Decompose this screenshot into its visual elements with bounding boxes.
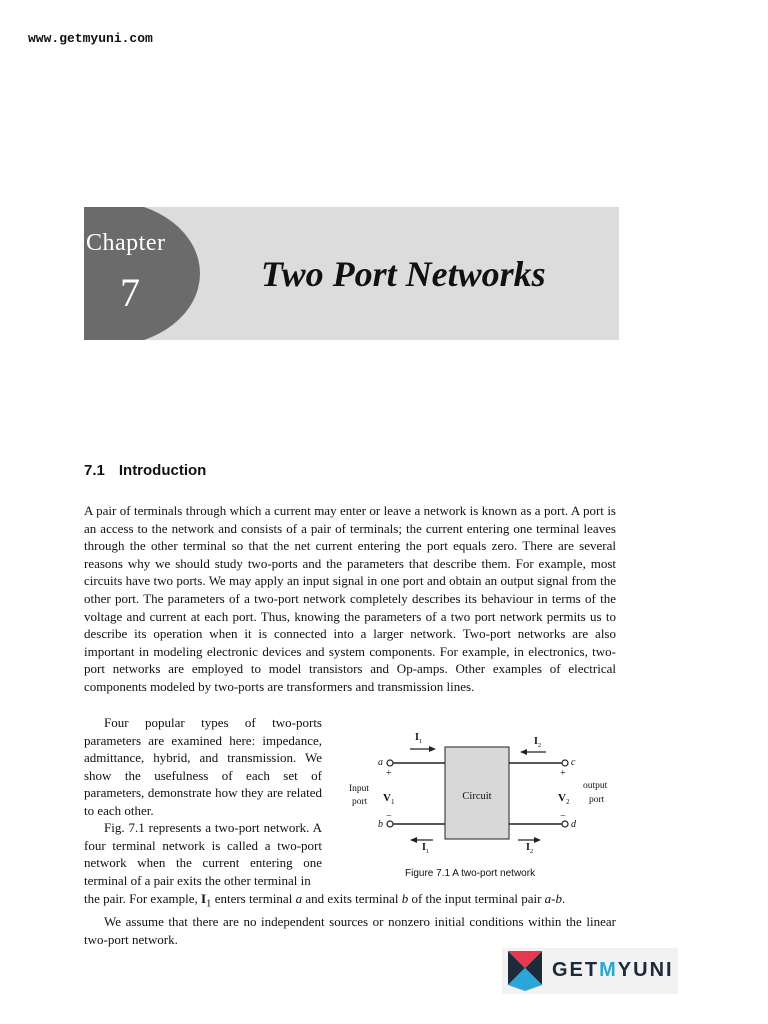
i2-top-label: $I_2$: [534, 736, 542, 749]
section-heading: [84, 462, 206, 479]
header-url: www.getmyuni.com: [28, 31, 153, 46]
v2-plus: +: [560, 768, 566, 779]
i2-top-arrowhead: [520, 749, 527, 755]
figure-caption: Figure 7.1 A two-port network: [405, 868, 536, 879]
terminal-a-label: a: [378, 757, 383, 768]
v2-minus: −: [560, 811, 566, 822]
input-port-label-1: Input: [349, 784, 370, 794]
section-number: 7.1: [84, 462, 105, 479]
paragraph-types: Four popular types of two-ports parameters are examined here: impedance, admittance, hybrid, and transmission. We show the usefulness of each set of parameters, demonstrate how they are related to each other.: [84, 715, 322, 818]
chapter-title: Two Port Networks: [261, 254, 546, 294]
paragraph-intro: A pair of terminals through which a current may enter or leave a network is known as a port. A port is an access to the network and consists of a pair of terminals; the current entering one terminal leaves through the other terminal so that the net current entering the port equals zero. There are several reasons why we should study two-ports and the parameters that describe them. For example, most circuits have two ports. We may apply an input signal in one port and obtain an output signal from the other port. The parameters of a two-port network completely describes its behaviour in terms of the voltage and current at each port. Thus, knowing the parameters of a two port network permits us to describe its operation when it is connected into a larger network. Two-port networks are also important in modeling electronic devices and system components. For example, in electronics, two-port networks are employed to model transistors and Op-amps. Other examples of electrical components modeled by two-ports are transformers and transmission lines.: [84, 503, 616, 694]
terminal-c-node: [562, 760, 568, 766]
i2-bottom-label: $I_2$: [526, 842, 534, 855]
logo-text: GETMYUNI: [552, 959, 674, 981]
v2-label: $V_2$: [558, 792, 570, 806]
input-port-label-2: port: [352, 797, 368, 807]
logo-mark-icon: [508, 951, 542, 991]
chapter-number: 7: [120, 270, 140, 315]
paragraph-assumption: We assume that there are no independent sources or nonzero initial conditions within the linear two-port network.: [84, 914, 616, 947]
terminal-d-label: d: [571, 819, 576, 830]
paragraph-figure-ref-cont: the pair. For example, $I_1$ enters terminal a and exits terminal b of the input terminal pair a-b.: [84, 891, 566, 910]
section-title: Introduction: [118, 462, 207, 479]
v1-plus: +: [386, 768, 392, 779]
i1-top-label: $I_1$: [415, 732, 423, 745]
output-port-label-1: output: [583, 781, 608, 791]
left-column: [84, 714, 322, 889]
i1-bottom-label: $I_1$: [422, 842, 430, 855]
circuit-label: Circuit: [462, 791, 492, 802]
getmyuni-logo[interactable]: [502, 948, 678, 994]
terminal-a-node: [387, 760, 393, 766]
i1-bottom-arrowhead: [410, 837, 417, 843]
terminal-c-label: c: [571, 757, 576, 768]
chapter-banner: [84, 207, 619, 340]
bottom-paragraphs: [84, 890, 616, 948]
paragraph-figure-ref: Fig. 7.1 represents a two-port network. A four terminal network is called a two-port network when the current entering one terminal of a pair exits the other terminal in: [84, 820, 322, 888]
terminal-b-label: b: [378, 819, 383, 830]
chapter-badge: [84, 207, 200, 340]
i2-bottom-arrowhead: [534, 837, 541, 843]
v1-minus: −: [386, 811, 392, 822]
v1-label: $V_1$: [383, 792, 395, 806]
two-port-figure: [340, 725, 620, 860]
i1-top-arrowhead: [429, 746, 436, 752]
chapter-label: Chapter: [86, 230, 166, 256]
output-port-label-2: port: [589, 795, 605, 805]
